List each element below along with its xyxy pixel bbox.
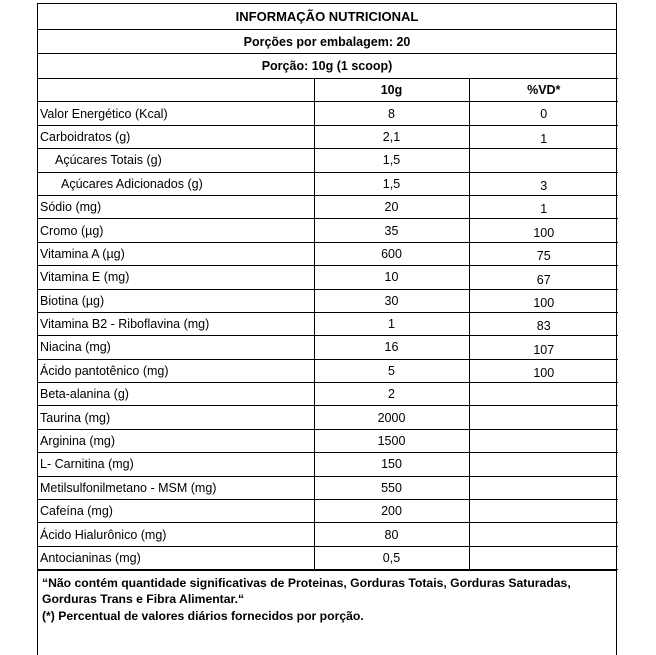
table-row (38, 546, 618, 569)
nutrition-facts-panel (37, 3, 617, 655)
nutrient-daily-value (469, 476, 618, 499)
nutrition-title: INFORMAÇÃO NUTRICIONAL (38, 4, 616, 30)
nutrient-daily-value (469, 523, 618, 546)
nutrient-name: Ácido Hialurônico (mg) (38, 523, 314, 546)
nutrient-name: Taurina (mg) (38, 406, 314, 429)
table-row (38, 125, 618, 148)
nutrient-daily-value (469, 149, 618, 172)
nutrient-name: Biotina (µg) (38, 289, 314, 312)
serving-size: Porção: 10g (1 scoop) (261, 59, 393, 73)
nutrient-daily-value: 75 (469, 242, 618, 265)
table-row (38, 336, 618, 359)
nutrient-amount: 35 (314, 219, 469, 242)
servings-per-package: Porções por embalagem: 20 (38, 30, 616, 54)
nutrient-name: Antocianinas (mg) (38, 546, 314, 569)
nutrient-daily-value: 0 (469, 102, 618, 125)
nutrient-daily-value: 107 (469, 336, 618, 359)
table-row (38, 312, 618, 335)
nutrient-daily-value (469, 500, 618, 523)
column-header-amount: 10g (314, 79, 469, 102)
nutrient-amount: 150 (314, 453, 469, 476)
nutrient-amount: 200 (314, 500, 469, 523)
nutrient-amount: 1500 (314, 429, 469, 452)
nutrient-name: Valor Energético (Kcal) (38, 102, 314, 125)
table-row (38, 289, 618, 312)
table-row (38, 219, 618, 242)
nutrient-daily-value: 1 (469, 195, 618, 218)
table-row (38, 359, 618, 382)
nutrient-name: Metilsulfonilmetano - MSM (mg) (38, 476, 314, 499)
nutrient-name: Açúcares Adicionados (g) (38, 172, 314, 195)
table-row (38, 172, 618, 195)
nutrient-amount: 20 (314, 195, 469, 218)
nutrient-name: Vitamina E (mg) (38, 266, 314, 289)
table-row (38, 149, 618, 172)
nutrient-amount: 1,5 (314, 149, 469, 172)
nutrient-amount: 2,1 (314, 125, 469, 148)
nutrient-daily-value: 100 (469, 359, 618, 382)
table-row (38, 500, 618, 523)
footer-note-daily-values: (*) Percentual de valores diários fornecidos por porção. (42, 609, 364, 624)
nutrient-amount: 2000 (314, 406, 469, 429)
nutrient-amount: 600 (314, 242, 469, 265)
nutrient-amount: 1 (314, 312, 469, 335)
nutrient-name: Vitamina A (µg) (38, 242, 314, 265)
nutrient-amount: 1,5 (314, 172, 469, 195)
footer-notes (38, 570, 616, 624)
nutrient-daily-value (469, 453, 618, 476)
nutrient-daily-value: 100 (469, 289, 618, 312)
nutrition-table (38, 78, 618, 570)
nutrient-daily-value: 100 (469, 219, 618, 242)
nutrient-name: Cromo (µg) (38, 219, 314, 242)
nutrient-amount: 16 (314, 336, 469, 359)
nutrient-daily-value (469, 406, 618, 429)
nutrient-daily-value (469, 429, 618, 452)
table-header-row (38, 79, 618, 102)
table-row (38, 195, 618, 218)
table-row (38, 242, 618, 265)
nutrient-daily-value: 1 (469, 125, 618, 148)
nutrient-name: L- Carnitina (mg) (38, 453, 314, 476)
column-header-name (38, 79, 314, 102)
nutrient-name: Açúcares Totais (g) (38, 149, 314, 172)
nutrient-name: Cafeína (mg) (38, 500, 314, 523)
table-row (38, 476, 618, 499)
nutrient-daily-value: 83 (469, 312, 618, 335)
nutrient-amount: 5 (314, 359, 469, 382)
nutrient-amount: 8 (314, 102, 469, 125)
nutrient-name: Carboidratos (g) (38, 125, 314, 148)
nutrient-daily-value (469, 383, 618, 406)
nutrient-name: Beta-alanina (g) (38, 383, 314, 406)
nutrient-name: Arginina (mg) (38, 429, 314, 452)
nutrient-amount: 550 (314, 476, 469, 499)
table-row (38, 523, 618, 546)
column-header-dv: %VD* (469, 79, 618, 102)
nutrient-name: Vitamina B2 - Riboflavina (mg) (38, 312, 314, 335)
nutrient-daily-value: 67 (469, 266, 618, 289)
table-row (38, 453, 618, 476)
nutrient-amount: 80 (314, 523, 469, 546)
table-row (38, 406, 618, 429)
nutrient-daily-value: 3 (469, 172, 618, 195)
nutrient-name: Niacina (mg) (38, 336, 314, 359)
nutrient-amount: 30 (314, 289, 469, 312)
nutrient-amount: 0,5 (314, 546, 469, 569)
nutrient-name: Ácido pantotênico (mg) (38, 359, 314, 382)
table-row (38, 102, 618, 125)
nutrient-name: Sódio (mg) (38, 195, 314, 218)
nutrient-amount: 10 (314, 266, 469, 289)
footer-note-not-significant: “Não contém quantidade significativas de Proteinas, Gorduras Totais, Gorduras Saturadas, Gorduras Trans e Fibra Alimentar.“ (42, 576, 571, 607)
nutrient-daily-value (469, 546, 618, 569)
table-row (38, 429, 618, 452)
table-row (38, 383, 618, 406)
table-row (38, 266, 618, 289)
nutrient-amount: 2 (314, 383, 469, 406)
